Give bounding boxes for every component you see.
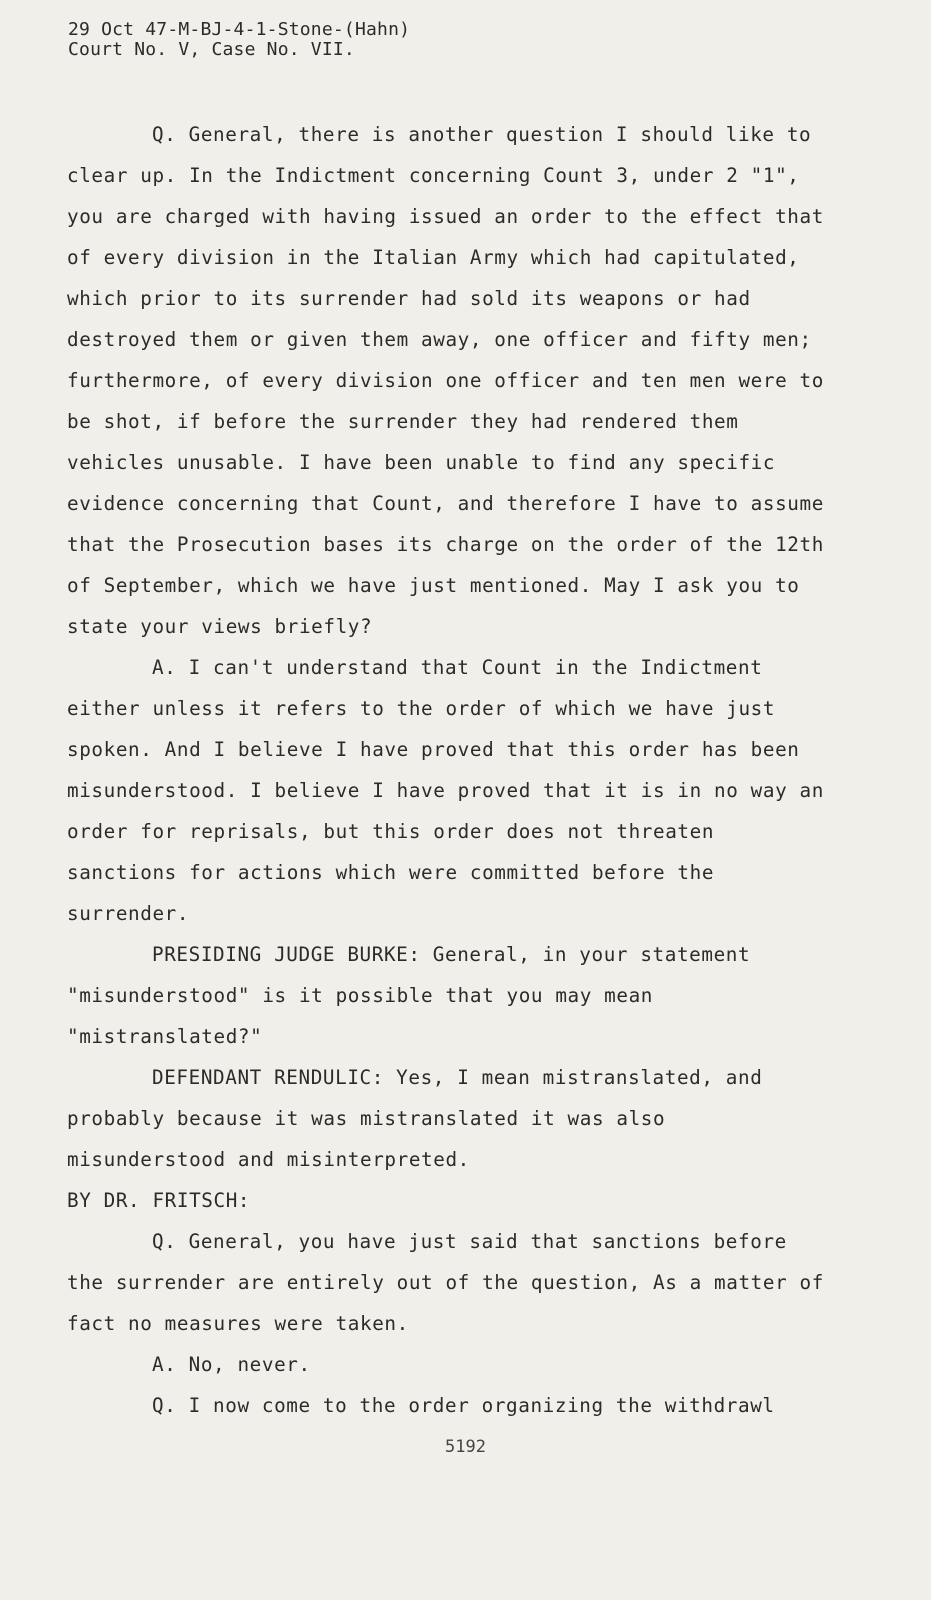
header-line-2: Court No. V, Case No. VII.: [68, 39, 355, 60]
paragraph-7: Q. I now come to the order organizing the withdrawl: [152, 1394, 775, 1417]
paragraph-4: DEFENDANT RENDULIC: Yes, I mean mistranslated, and probably because it was mistranslated it was also misunderstood and misinterpreted.: [67, 1066, 763, 1171]
paragraph-3: PRESIDING JUDGE BURKE: General, in your statement "misunderstood" is it possible that you may mean "mistranslated?": [67, 943, 751, 1048]
page-number: 5192: [445, 1437, 486, 1457]
paragraph-5: Q. General, you have just said that sanctions before the surrender are entirely out of the question, As a matter of fact no measures were taken.: [67, 1230, 824, 1335]
document-header: [68, 20, 410, 60]
transcript-body: [67, 114, 827, 1426]
paragraph-1: Q. General, there is another question I should like to clear up. In the Indictment concerning Count 3, under 2 "1", you are charged with having issued an order to the effect that of every division in the Italian Army which had capitulated, which prior to its surrender had sold its weapons or had destroyed them or given them away, one officer and fifty men; furthermore, of every division one officer and ten men were to be shot, if before the surrender they had rendered them vehicles unusable. I have been unable to find any specific evidence concerning that Count, and therefore I have to assume that the Prosecution bases its charge on the order of the 12th of September, which we have just mentioned. May I ask you to state your views briefly?: [67, 123, 824, 638]
paragraph-6: A. No, never.: [152, 1353, 311, 1376]
paragraph-2: A. I can't understand that Count in the Indictment either unless it refers to the order of which we have just spoken. And I believe I have proved that this order has been misunderstood. I believe I have proved that it is in no way an order for reprisals, but this order does not threaten sanctions for actions which were committed before the surrender.: [67, 656, 824, 925]
header-line-1: 29 Oct 47-M-BJ-4-1-Stone-(Hahn): [68, 19, 411, 40]
examiner-byline: BY DR. FRITSCH:: [67, 1189, 251, 1212]
